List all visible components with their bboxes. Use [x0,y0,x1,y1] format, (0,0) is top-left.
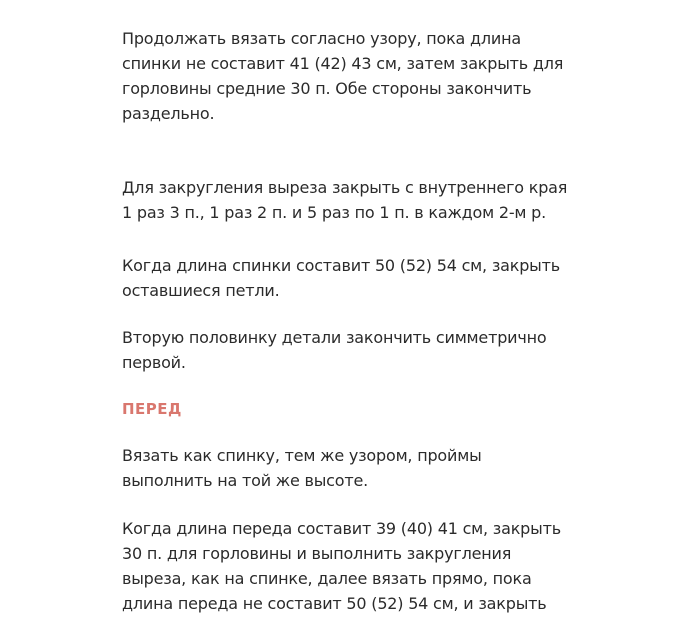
paragraph-front-like-back: Вязать как спинку, тем же узором, проймы выполнить на той же высоте. [122,446,482,490]
paragraph-close-remaining: Когда длина спинки составит 50 (52) 54 см, закрыть оставшиеся петли. [122,256,560,300]
paragraph-neckline-rounding: Для закругления выреза закрыть с внутреннего края 1 раз 3 п., 1 раз 2 п. и 5 раз по 1 п. в каждом 2-м р. [122,178,568,222]
paragraph-second-half: Вторую половинку детали закончить симметрично первой. [122,328,547,372]
paragraph-front-neckline: Когда длина переда составит 39 (40) 41 см, закрыть 30 п. для горловины и выполнить закругления выреза, как на спинке, далее вязать прямо, пока длина переда не составит 50 (52) 54 см, и закрыть [122,519,561,613]
section-heading-front: ПЕРЕД [122,400,182,418]
paragraph-back-neckline: Продолжать вязать согласно узору, пока длина спинки не составит 41 (42) 43 см, затем закрыть для горловины средние 30 п. Обе стороны закончить раздельно. [122,29,564,123]
